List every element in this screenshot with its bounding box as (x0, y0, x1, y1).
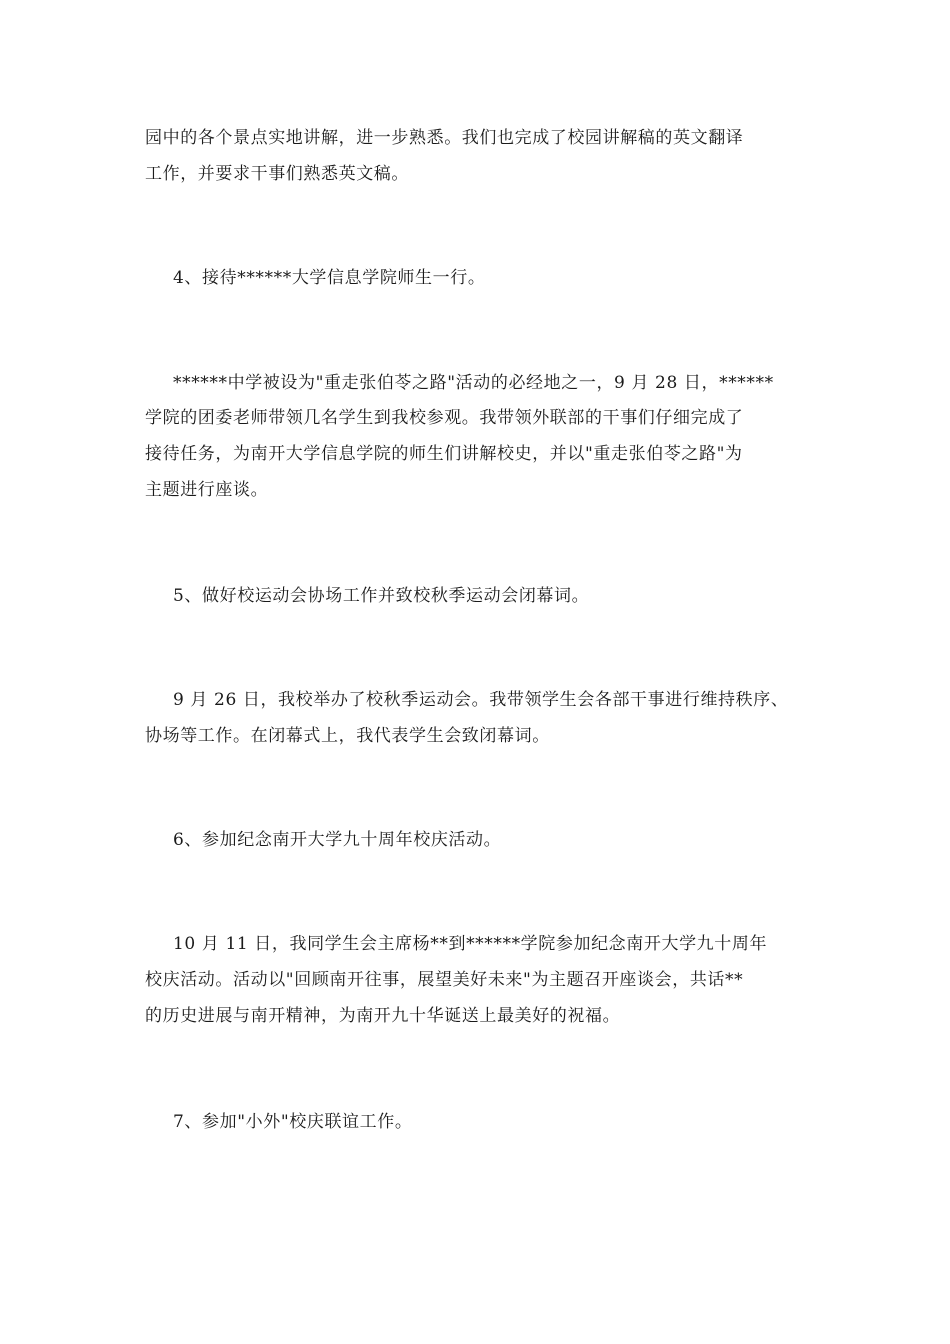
paragraph-line: 校庆活动。活动以"回顾南开往事，展望美好未来"为主题召开座谈会，共话** (145, 970, 744, 990)
paragraph-line: ******中学被设为"重走张伯苓之路"活动的必经地之一，9 月 28 日，****** (173, 373, 774, 393)
paragraph-line: 的历史进展与南开精神，为南开九十华诞送上最美好的祝福。 (145, 1006, 621, 1026)
section-heading: 5、做好校运动会协场工作并致校秋季运动会闭幕词。 (173, 586, 590, 606)
paragraph-line: 10 月 11 日，我同学生会主席杨**到******学院参加纪念南开大学九十周年 (173, 934, 768, 954)
paragraph-line: 接待任务，为南开大学信息学院的师生们讲解校史，并以"重走张伯苓之路"为 (145, 444, 743, 464)
paragraph-line: 协场等工作。在闭幕式上，我代表学生会致闭幕词。 (145, 726, 550, 746)
paragraph-line: 园中的各个景点实地讲解，进一步熟悉。我们也完成了校园讲解稿的英文翻译 (145, 128, 744, 148)
paragraph-line: 工作，并要求干事们熟悉英文稿。 (145, 164, 409, 184)
section-heading: 4、接待******大学信息学院师生一行。 (173, 268, 486, 288)
section-heading: 7、参加"小外"校庆联谊工作。 (173, 1112, 413, 1132)
section-heading: 6、参加纪念南开大学九十周年校庆活动。 (173, 830, 502, 850)
paragraph-line: 学院的团委老师带领几名学生到我校参观。我带领外联部的干事们仔细完成了 (145, 408, 744, 428)
paragraph-line: 主题进行座谈。 (145, 480, 269, 500)
paragraph-line: 9 月 26 日，我校举办了校秋季运动会。我带领学生会各部干事进行维持秩序、 (173, 690, 789, 710)
